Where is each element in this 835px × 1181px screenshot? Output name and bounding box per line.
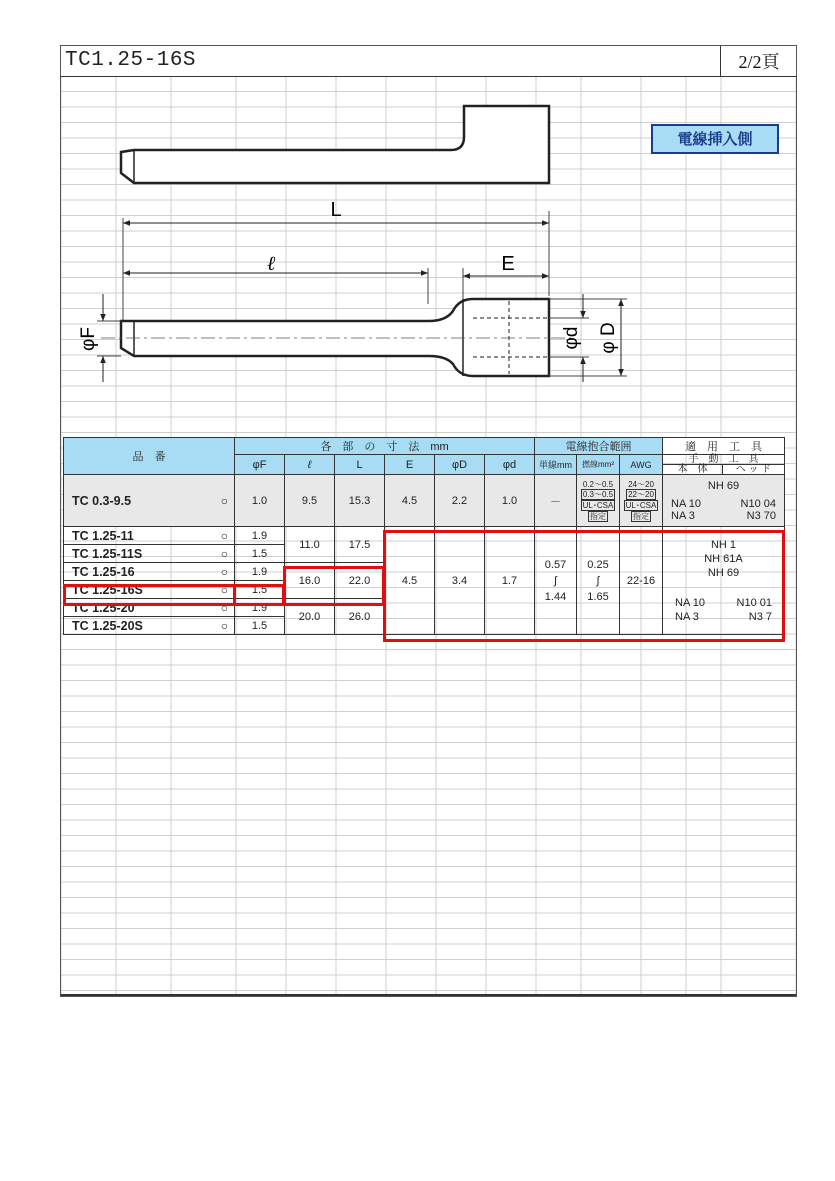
strand-separator: ∫ xyxy=(596,574,600,587)
strand-min: 0.25 xyxy=(587,558,609,571)
tool-manual-header: 手 動 工 具 xyxy=(663,455,785,465)
circle-mark-icon: ○ xyxy=(220,493,228,508)
value-solid: － xyxy=(535,475,577,527)
group-header-wire: 電線抱合範囲 xyxy=(535,438,663,455)
col-header-E: E xyxy=(385,455,435,475)
part-cell xyxy=(64,617,235,635)
value-l: 11.0 xyxy=(285,527,335,563)
document-title: TC1.25-16S xyxy=(65,49,197,72)
value-d: 1.0 xyxy=(485,475,535,527)
circle-mark-icon: ○ xyxy=(220,528,228,543)
page-number: 2/2頁 xyxy=(720,46,797,76)
solid-separator: ∫ xyxy=(553,574,557,587)
section-view-outline xyxy=(121,299,549,376)
strand-cert: UL･CSA xyxy=(582,500,614,510)
awg-cert: UL･CSA xyxy=(625,500,657,510)
col-header-part: 品 番 xyxy=(64,438,235,475)
value-F: 1.5 xyxy=(235,581,285,599)
circle-mark-icon: ○ xyxy=(220,564,228,579)
col-header-strand: 撚線mm² xyxy=(577,455,620,475)
tool-nh69: NH 69 xyxy=(707,566,740,579)
awg-range-a: 24〜20 xyxy=(628,479,654,489)
part-number: TC 1.25-11 xyxy=(72,528,134,543)
col-header-F: φF xyxy=(235,455,285,475)
table-row xyxy=(64,475,785,527)
tool-body-1: NA 10 xyxy=(675,596,705,609)
tool-nh1: NH 1 xyxy=(710,538,737,551)
terminal-drawing xyxy=(61,46,797,436)
circle-mark-icon: ○ xyxy=(220,582,228,597)
part-number: TC 1.25-20 xyxy=(72,600,135,615)
solid-max: 1.44 xyxy=(544,590,567,603)
value-L: 26.0 xyxy=(335,599,385,635)
part-number: TC 1.25-20S xyxy=(72,618,143,633)
awg-designated: 指定 xyxy=(633,511,649,521)
col-header-d: φd xyxy=(485,455,535,475)
col-header-L: L xyxy=(335,455,385,475)
dim-phiD-label: φ D xyxy=(598,322,619,354)
tool-body-2: NA 3 xyxy=(675,610,699,623)
value-F: 1.9 xyxy=(235,527,285,545)
part-number: TC 1.25-11S xyxy=(72,546,143,561)
spreadsheet-sheet xyxy=(60,45,797,997)
highlight-common-specs xyxy=(383,530,785,642)
tool-head-1: N10 04 xyxy=(740,497,776,510)
sheet-bottom-border xyxy=(61,994,796,996)
tool-head-2: N3 7 xyxy=(748,610,772,623)
part-cell xyxy=(64,475,235,527)
col-header-solid: 単線mm xyxy=(535,455,577,475)
tool-nh61a: NH 61A xyxy=(704,552,743,565)
part-number: TC 1.25-16 xyxy=(72,564,135,579)
part-number: TC 0.3-9.5 xyxy=(72,493,132,508)
part-cell xyxy=(64,563,235,581)
value-E: 4.5 xyxy=(385,527,435,635)
awg-range-b: 22〜20 xyxy=(628,489,654,499)
tool-body-header: 本 体 xyxy=(663,465,723,475)
value-l: 9.5 xyxy=(285,475,335,527)
group-header-dims: 各 部 の 寸 法 mm xyxy=(235,438,535,455)
col-header-l: ℓ xyxy=(285,455,335,475)
dim-phiF-label: φF xyxy=(78,327,99,351)
dim-L-label: L xyxy=(330,199,342,221)
value-L: 17.5 xyxy=(335,527,385,563)
value-F: 1.5 xyxy=(235,545,285,563)
value-L: 15.3 xyxy=(335,475,385,527)
value-F: 1.9 xyxy=(235,563,285,581)
tool-head-header: ヘ ッ ド xyxy=(723,465,785,475)
side-view-outline xyxy=(121,106,549,183)
highlight-l-L-values xyxy=(283,566,385,606)
dim-E-label: E xyxy=(501,253,515,275)
value-F: 1.9 xyxy=(235,599,285,617)
value-awg xyxy=(620,475,663,527)
value-E: 4.5 xyxy=(385,475,435,527)
value-F: 1.0 xyxy=(235,475,285,527)
value-D: 2.2 xyxy=(435,475,485,527)
circle-mark-icon: ○ xyxy=(220,600,228,615)
col-header-D: φD xyxy=(435,455,485,475)
value-F: 1.5 xyxy=(235,617,285,635)
strand-range-b: 0.3〜0.5 xyxy=(582,489,614,499)
circle-mark-icon: ○ xyxy=(220,546,228,561)
tool-nh: NH 69 xyxy=(707,479,740,492)
solid-min: 0.57 xyxy=(544,558,567,571)
tool-body-1: NA 10 xyxy=(671,497,701,510)
highlight-part-row xyxy=(63,584,236,606)
value-l: 16.0 xyxy=(285,563,335,599)
wire-insertion-side-badge: 電線挿入側 xyxy=(651,124,779,154)
strand-designated: 指定 xyxy=(590,511,606,521)
group-header-tool: 適 用 工 具 xyxy=(663,438,785,455)
strand-max: 1.65 xyxy=(587,590,609,603)
value-L: 22.0 xyxy=(335,563,385,599)
value-D: 3.4 xyxy=(435,527,485,635)
tool-body-2: NA 3 xyxy=(671,509,695,522)
strand-range-a: 0.2〜0.5 xyxy=(582,479,614,489)
col-header-awg: AWG xyxy=(620,455,663,475)
value-l: 20.0 xyxy=(285,599,335,635)
tool-head-1: N10 01 xyxy=(736,596,772,609)
part-cell xyxy=(64,527,235,545)
tool-cell xyxy=(663,475,785,527)
part-cell xyxy=(64,545,235,563)
part-number: TC 1.25-16S xyxy=(72,582,143,597)
highlight-F-value xyxy=(233,584,285,606)
value-awg: 22-16 xyxy=(620,527,663,635)
dim-phid-label: φd xyxy=(561,326,582,350)
dim-l-label: ℓ xyxy=(266,253,276,275)
tool-head-2: N3 70 xyxy=(746,509,776,522)
value-strand xyxy=(577,475,620,527)
circle-mark-icon: ○ xyxy=(220,618,228,633)
value-d: 1.7 xyxy=(485,527,535,635)
